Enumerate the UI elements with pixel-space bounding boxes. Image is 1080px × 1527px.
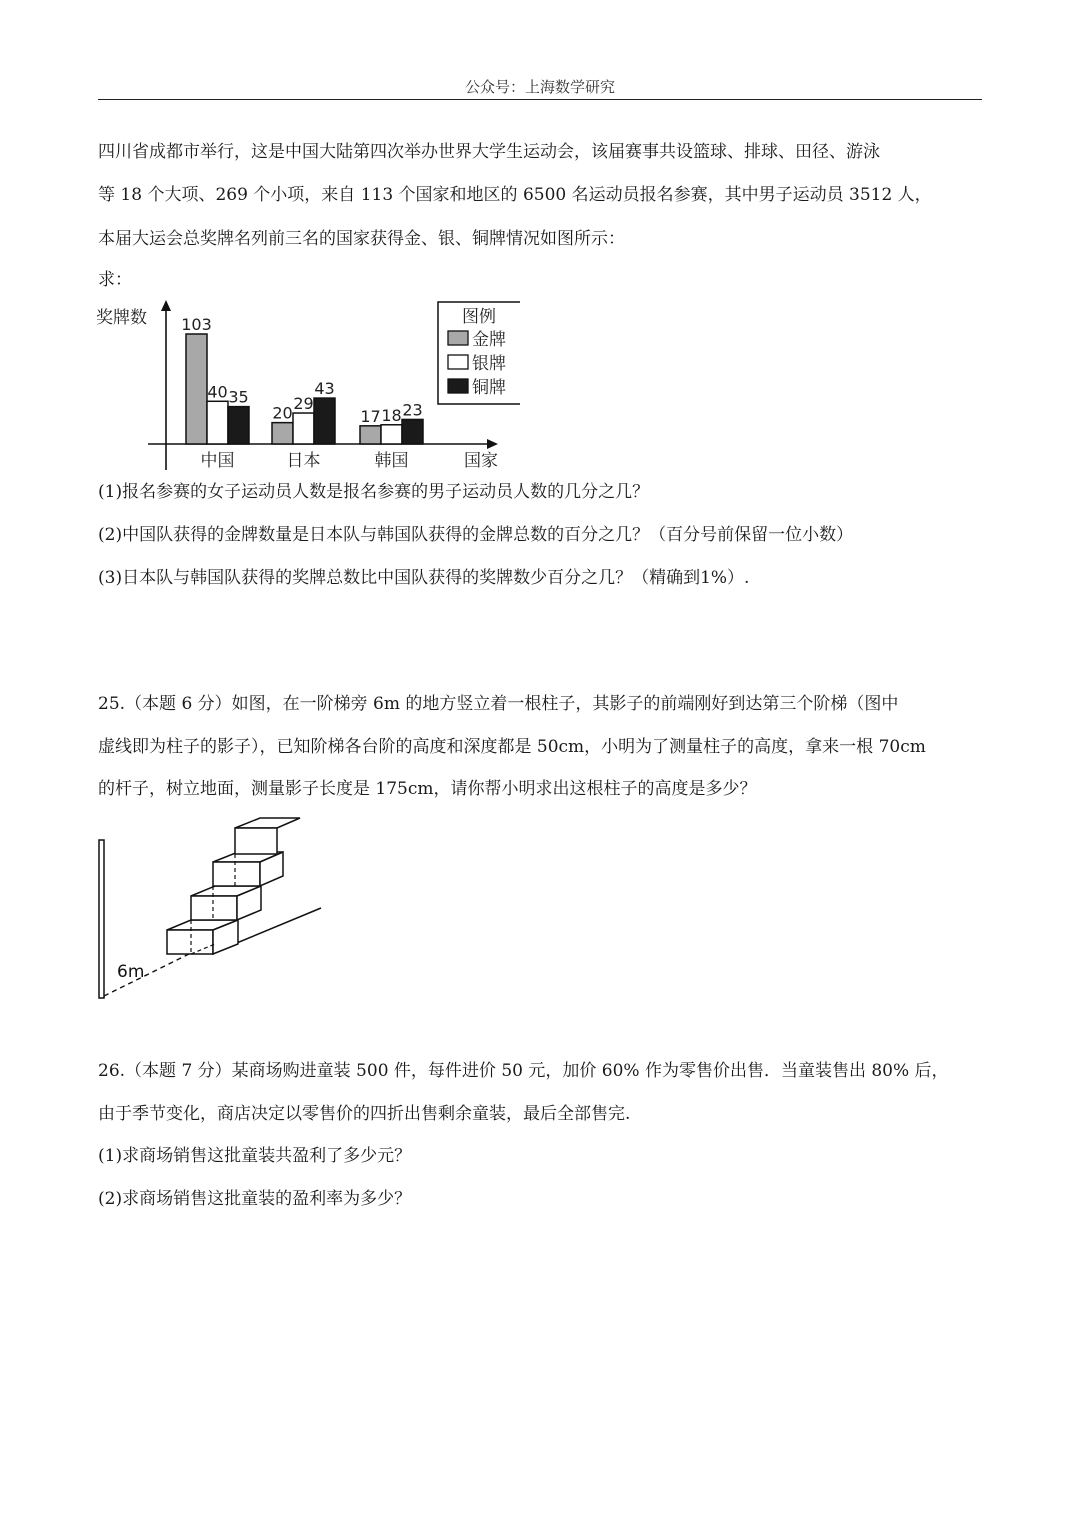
q26-line-2: 由于季节变化，商店决定以零售价的四折出售剩余童装，最后全部售完. (98, 1104, 631, 1124)
data-label-bronze-1: 43 (314, 379, 335, 399)
bar-bronze-2 (402, 419, 423, 444)
step-1-front (167, 930, 213, 954)
step-3-front (213, 862, 260, 886)
y-axis-label: 奖牌数 (96, 308, 147, 328)
category-label-0: 中国 (200, 451, 235, 471)
pole (99, 840, 104, 998)
x-axis-arrow (487, 439, 498, 449)
figure-label-6m: 6m (117, 962, 145, 982)
q24-para-line-3: 本届大运会总奖牌名列前三名的国家获得金、银、铜牌情况如图所示： (98, 229, 625, 249)
legend-items (448, 330, 506, 398)
data-label-gold-1: 20 (272, 403, 293, 423)
bars-group (181, 315, 423, 444)
q24-para-line-2: 等 18 个大项、269 个小项，来自 113 个国家和地区的 6500 名运动员报名参赛，其中男子运动员 3512 人， (98, 185, 932, 205)
header-rule (98, 99, 982, 100)
category-labels (201, 451, 409, 471)
step-4-top (235, 818, 300, 828)
q25-line-1: 25.（本题 6 分）如图，在一阶梯旁 6m 的地方竖立着一根柱子，其影子的前端刚好到达第三个阶梯（图中 (98, 694, 899, 714)
category-label-1: 日本 (286, 451, 321, 471)
bar-gold-1 (272, 423, 293, 444)
data-label-silver-2: 18 (381, 405, 402, 425)
category-label-2: 韩国 (374, 451, 409, 471)
q24-sub-3: (3)日本队与韩国队获得的奖牌总数比中国队获得的奖牌数少百分之几？（精确到1%）. (98, 568, 750, 588)
bar-silver-2 (381, 425, 402, 444)
data-label-silver-1: 29 (293, 394, 314, 414)
data-label-bronze-0: 35 (228, 387, 249, 407)
legend-swatch-bronze (448, 379, 468, 393)
bar-bronze-1 (314, 398, 335, 444)
x-axis-label: 国家 (464, 451, 498, 471)
q24-para-line-1: 四川省成都市举行，这是中国大陆第四次举办世界大学生运动会，该届赛事共设篮球、排球、田径、游泳 (98, 142, 880, 162)
q26-sub-2: (2)求商场销售这批童装的盈利率为多少？ (98, 1189, 412, 1209)
q24-ask: 求： (98, 270, 132, 290)
medal-bar-chart (90, 298, 520, 478)
legend-label-gold: 金牌 (472, 330, 506, 350)
page-header: 公众号：上海数学研究 (464, 78, 615, 96)
data-label-gold-2: 17 (360, 406, 381, 426)
step-4-front (235, 828, 277, 854)
legend-swatch-silver (448, 355, 468, 369)
y-axis-arrow (161, 300, 171, 311)
data-label-bronze-2: 23 (402, 400, 423, 420)
bar-silver-1 (293, 413, 314, 444)
q26-line-1: 26.（本题 7 分）某商场购进童装 500 件，每件进价 50 元，加价 60% 作为零售价出售．当童装售出 80% 后， (98, 1061, 949, 1081)
q25-line-2: 虚线即为柱子的影子），已知阶梯各台阶的高度和深度都是 50cm，小明为了测量柱子的高度，拿来一根 70cm (98, 737, 926, 757)
bar-bronze-0 (228, 407, 249, 444)
q24-sub-2: (2)中国队获得的金牌数量是日本队与韩国队获得的金牌总数的百分之几？（百分号前保留一位小数） (98, 525, 854, 545)
legend-label-silver: 银牌 (472, 354, 506, 374)
q25-line-3: 的杆子，树立地面，测量影子长度是 175cm，请你帮小明求出这根柱子的高度是多少？ (98, 779, 757, 799)
legend-swatch-gold (448, 331, 468, 345)
q24-sub-1: (1)报名参赛的女子运动员人数是报名参赛的男子运动员人数的几分之几？ (98, 482, 650, 502)
data-label-silver-0: 40 (207, 382, 228, 402)
q26-sub-1: (1)求商场销售这批童装共盈利了多少元？ (98, 1146, 412, 1166)
data-label-gold-0: 103 (181, 315, 212, 334)
bar-silver-0 (207, 401, 228, 444)
bar-gold-2 (360, 426, 381, 444)
bar-gold-0 (186, 334, 207, 444)
stairs-figure (95, 810, 335, 1005)
step-2-front (191, 896, 237, 920)
legend-label-bronze: 铜牌 (472, 378, 506, 398)
legend-title: 图例 (462, 307, 496, 327)
